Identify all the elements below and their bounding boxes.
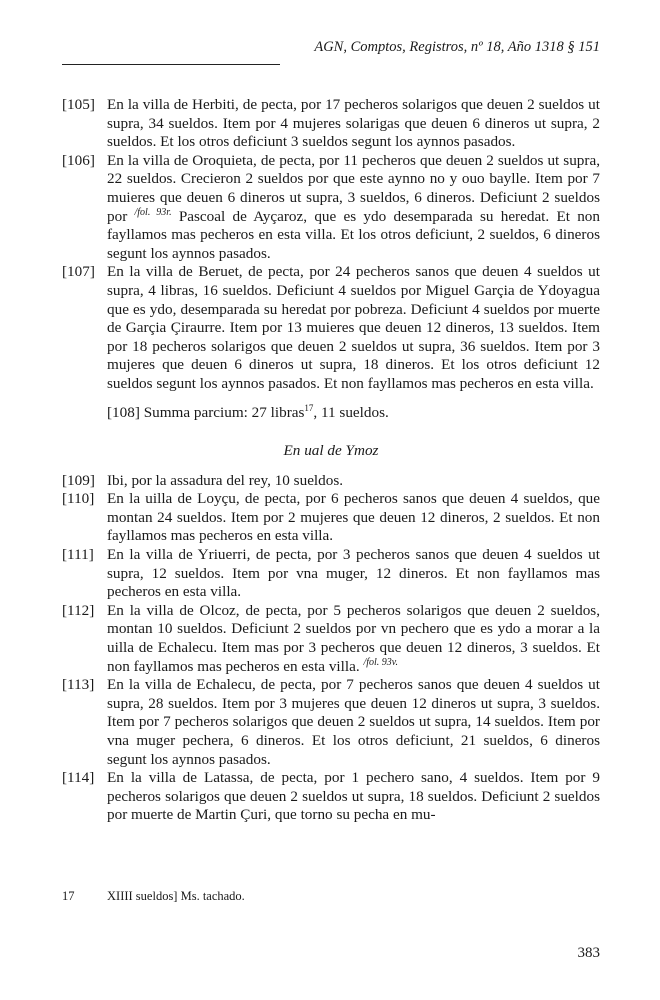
entry-109 — [62, 472, 600, 491]
entry-108-sum — [62, 404, 600, 423]
footnote-text: XIIII sueldos] Ms. tachado. — [107, 889, 245, 903]
entry-112 — [62, 602, 600, 676]
entry-text: En la villa de Echalecu, de pecta, por 7 pecheros sanos que deuen 4 sueldos ut supra, 28 sueldos. Item por 3 mujeres que deuen 12 dineros ut supra, 3 sueldos. Item por 7 pecheros solarigos que deuen 2 sueldos ut supra, 14 sueldos. Item por vna muger pechera, 6 dineros. Et los otros deficiunt, 21 sueldos, 6 dineros segunt los aynnos pasados. — [107, 676, 600, 768]
body-text — [62, 96, 600, 825]
entry-text: En la villa de Oroquieta, de pecta, por 11 pecheros que deuen 2 sueldos ut supra, 22 sueldos. Crecieron 2 sueldos por que este aynno no y ouo baylle. Item por 7 muieres que deuen 6 dineros ut supra, 3 sueldos, 6 dineros. Deficiunt 2 sueldos por — [107, 151, 600, 225]
footnote — [62, 888, 600, 904]
entry-111 — [62, 546, 600, 602]
header-rule — [62, 64, 280, 65]
entry-number: [109] — [62, 471, 95, 489]
entry-number: [110] — [62, 490, 95, 508]
sum-text: [108] Summa parcium: 27 libras — [107, 403, 305, 421]
entry-number: [112] — [62, 601, 95, 619]
entry-number: [107] — [62, 263, 95, 281]
entry-113 — [62, 676, 600, 769]
entry-text: En la villa de Beruet, de pecta, por 24 pecheros sanos que deuen 4 sueldos ut supra, 4 libras, 16 sueldos. Deficiunt 4 sueldos por Miguel Garçia de Ydoyagua que es ydo, desemparada su heredat por pobreza. Deficiunt 4 sueldos por muerte de Garçia Çiraurre. Item por 13 muieres que deuen 12 dineros, 13 sueldos. Item por 18 pecheros solarigos que deuen 2 sueldos ut supra, 36 sueldos. Item por 3 mujeres que deuen 6 dineros ut supra, 18 dineros. Et los otros deficiunt 12 sueldos segunt los aynnos pasados. Et non fayllamos mas pecheros en esta villa. — [107, 263, 600, 392]
entry-text-continued: Pascoal de Ayçaroz, que es ydo desemparada su heredat. Et non fayllamos mas pecheros en esta villa. Et los otros deficiunt, 2 sueldos, 6 dineros segunt los aynnos pasados. — [107, 207, 600, 262]
entry-106 — [62, 152, 600, 264]
entry-107 — [62, 263, 600, 393]
running-head: AGN, Comptos, Registros, nº 18, Año 1318 § 151 — [314, 39, 600, 55]
entry-text: En la uilla de Loyçu, de pecta, por 6 pecheros sanos que deuen 4 sueldos, que montan 24 sueldos. Item por 2 mujeres que deuen 12 dineros, 2 sueldos. Et non fayllamos mas pecheros en esta villa. — [107, 490, 600, 545]
entry-110 — [62, 490, 600, 546]
footnote-number: 17 — [62, 889, 75, 903]
entry-number: [105] — [62, 96, 95, 113]
entry-text: En la villa de Olcoz, de pecta, por 5 pecheros solarigos que deuen 2 sueldos, montan 10 sueldos. Deficiunt 2 sueldos por vn pechero que es ydo a morar a la uilla de Echalecu. Item mas por 3 pecheros que deuen 12 dineros, 3 sueldos. Et non fayllamos mas pecheros en esta villa. — [107, 601, 600, 675]
entry-text: En la villa de Yriuerri, de pecta, por 3 pecheros sanos que deuen 4 sueldos ut supra, 12 sueldos. Item por vna muger, 12 dineros. Et non fayllamos mas pecheros en esta villa. — [107, 546, 600, 601]
entry-text: En la villa de Herbiti, de pecta, por 17 pecheros solarigos que deuen 2 sueldos ut supra, 34 sueldos. Item por 4 mujeres solarigas que deuen 6 dineros ut supra, 2 sueldos. Et los otros deficiunt 3 sueldos segunt los aynnos pasados. — [107, 96, 600, 151]
footnote-reference: 17 — [304, 402, 314, 413]
page-number: 383 — [577, 945, 600, 961]
folio-marker: /fol. 93r. — [134, 206, 172, 218]
folio-marker: /fol. 93v. — [363, 656, 398, 668]
entry-105 — [62, 96, 600, 152]
entry-number: [111] — [62, 546, 94, 564]
section-heading: En ual de Ymoz — [283, 442, 379, 460]
entry-number: [113] — [62, 676, 95, 694]
entry-text: Ibi, por la assadura del rey, 10 sueldos. — [107, 471, 344, 489]
entry-text: En la villa de Latassa, de pecta, por 1 pechero sano, 4 sueldos. Item por 9 pecheros solarigos que deuen 2 sueldos ut supra, 18 sueldos. Deficiunt 2 sueldos por muerte de Martin Çuri, que torno su pecha en mu- — [107, 769, 600, 824]
entry-114 — [62, 769, 600, 825]
entry-number: [114] — [62, 769, 95, 787]
entry-number: [106] — [62, 151, 95, 169]
sum-text-end: , 11 sueldos. — [313, 403, 389, 421]
